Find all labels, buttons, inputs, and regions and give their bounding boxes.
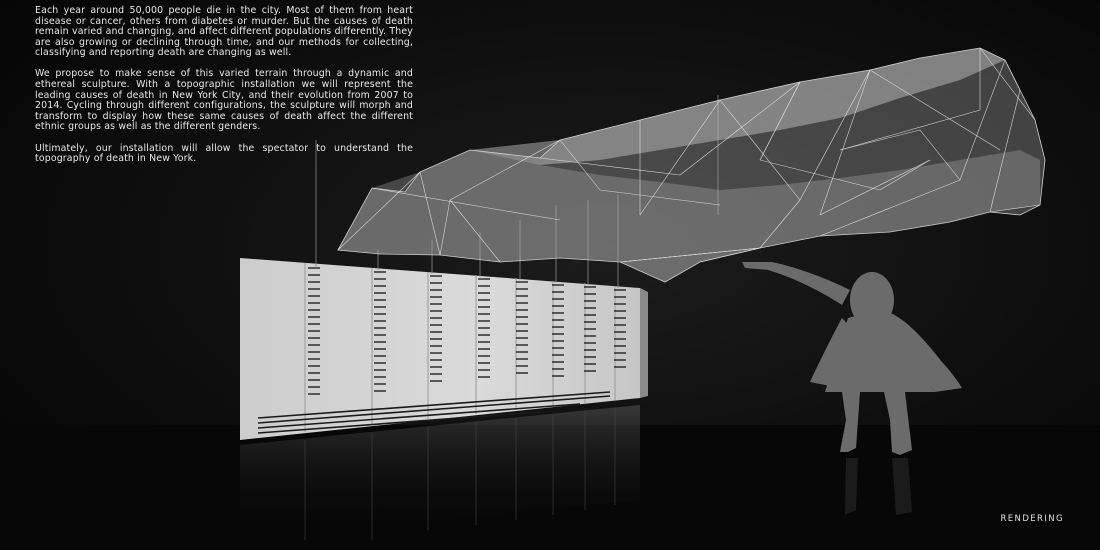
- description-text: [35, 6, 413, 175]
- description-paragraph: Each year around 50,000 people die in the city. Most of them from heart disease or cancer, others from diabetes or murder. But the causes of death remain varied and changing, and affect different populations differently. They are also growing or declining through time, and our methods for collecting, classifying and reporting death are changing as well.: [35, 5, 413, 59]
- rendering-caption: RENDERING: [1000, 514, 1064, 524]
- description-paragraph: Ultimately, our installation will allow the spectator to understand the topography of death in New York.: [35, 142, 413, 165]
- description-paragraph: We propose to make sense of this varied terrain through a dynamic and ethereal sculpture. With a topographic installation we will represent the leading causes of death in New York City, and their evolution from 2007 to 2014. Cycling through different configurations, the sculpture will morph and transform to display how these same causes of death affect the different ethnic groups as well as the different genders.: [35, 68, 413, 133]
